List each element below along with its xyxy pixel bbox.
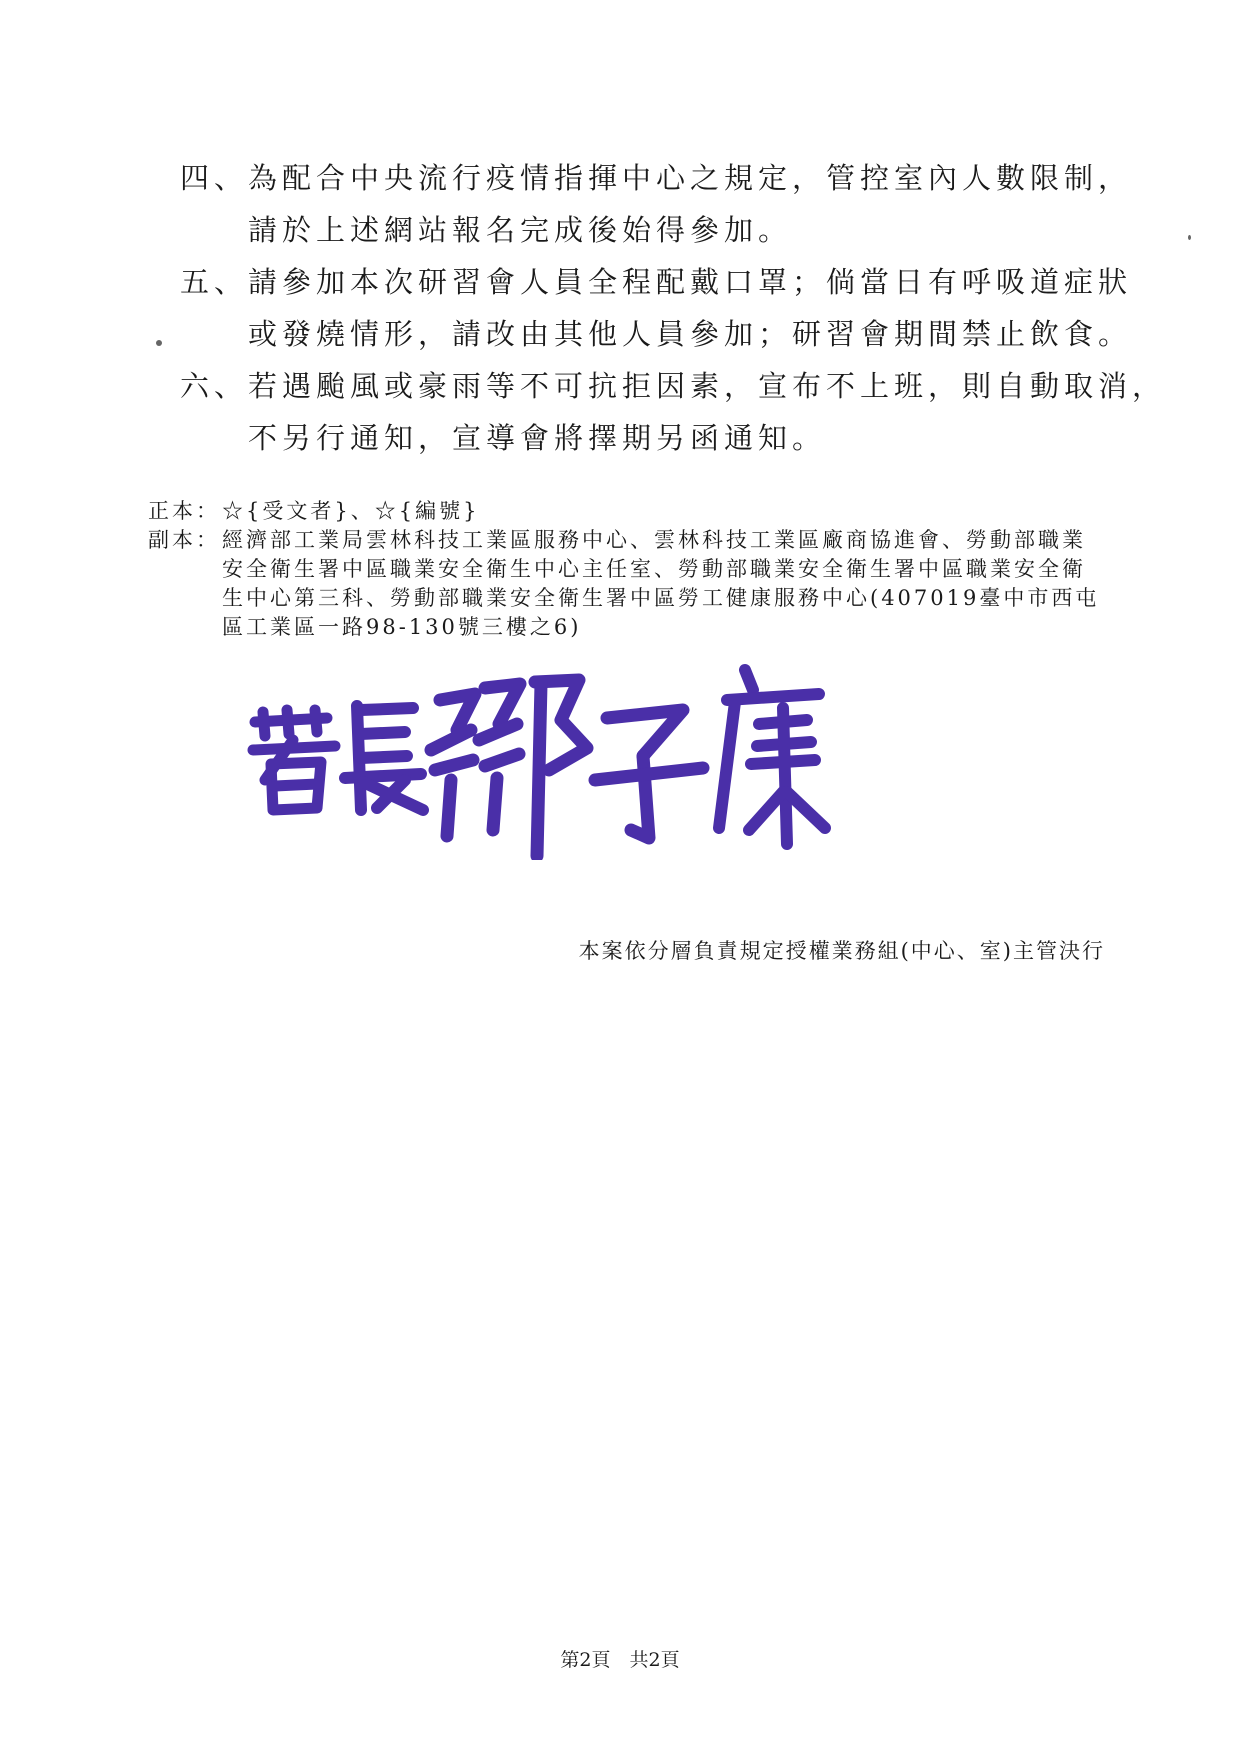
copy-label: 副本： [148,528,220,552]
scan-speck [1188,235,1191,240]
approval-note: 本案依分層負責規定授權業務組(中心、室)主管決行 [578,939,1105,963]
item-five-line1: 請參加本次研習會人員全程配戴口罩；倘當日有呼吸道症狀 [248,265,1133,299]
original-text: ☆{受文者}、☆{編號} [222,499,480,523]
copy-text: 經濟部工業局雲林科技工業區服務中心、雲林科技工業區廠商協進會、勞動部職業安全衛生署中區職業安全衛生中心主任室、勞動部職業安全衛生署中區職業安全衛生中心第三科、勞動部職業安全衛生署中區勞工健康服務中心(407019臺中市西屯區工業區一路98-130號三樓之6) [222,528,1100,639]
item-six-line2: 不另行通知，宣導會將擇期另函通知。 [248,421,827,455]
original-label: 正本： [148,499,220,523]
item-five [180,256,1133,351]
item-four-line1: 為配合中央流行疫情指揮中心之規定，管控室內人數限制， [248,161,1133,195]
item-five-line2: 或發燒情形，請改由其他人員參加；研習會期間禁止飲食。 [248,317,1133,351]
original-recipients [148,497,1108,527]
item-six-line1: 若遇颱風或豪雨等不可抗拒因素，宣布不上班，則自動取消， [248,369,1167,403]
copy-recipients [148,526,1108,646]
item-six-label: 六、 [180,369,249,403]
item-four-label: 四、 [180,161,249,195]
item-six [180,360,1167,455]
item-four-line2: 請於上述網站報名完成後始得參加。 [248,213,793,247]
scan-speck [156,340,162,346]
item-five-label: 五、 [180,265,249,299]
director-signature-stamp [235,660,835,860]
page-number: 第2頁 共2頁 [560,1649,680,1671]
item-four [180,152,1133,247]
